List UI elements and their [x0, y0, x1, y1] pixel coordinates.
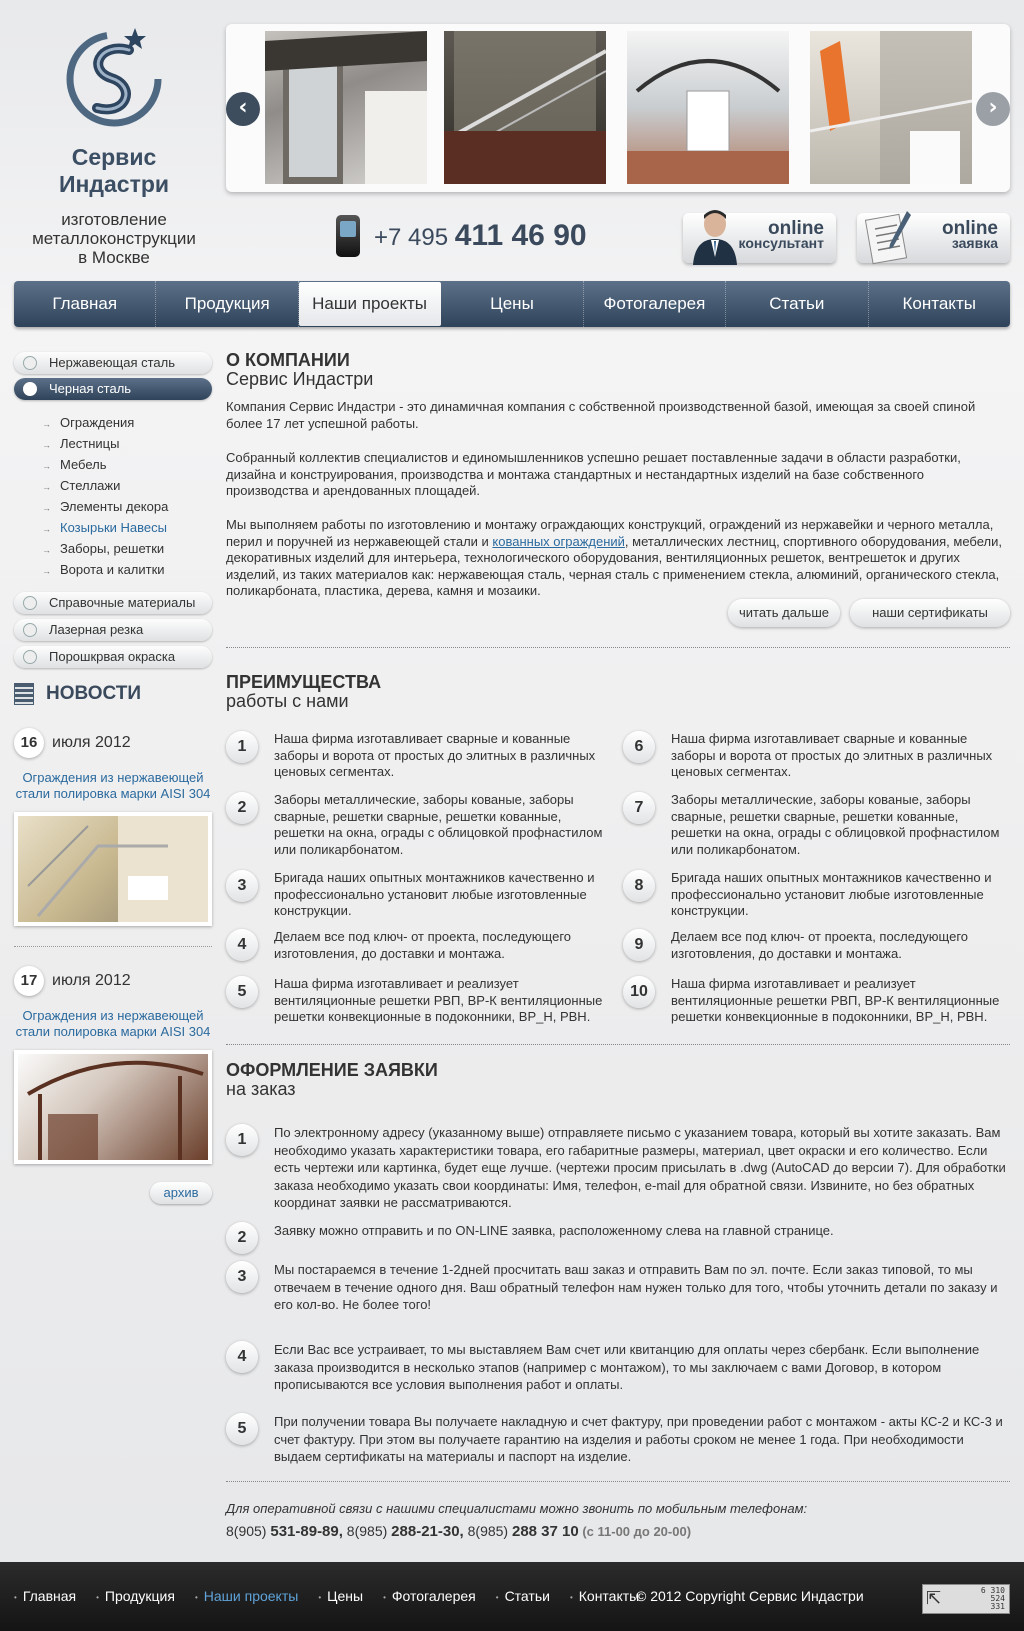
news-item	[14, 728, 212, 926]
sidebar-sub-item[interactable]: → Мебель	[42, 454, 212, 475]
mobile-phone-2[interactable]: 288-21-30,	[391, 1523, 464, 1540]
visit-counter[interactable]: ⇱ 6 310 524 331	[922, 1584, 1010, 1614]
news-image[interactable]	[14, 1050, 212, 1164]
main-nav	[14, 281, 1010, 327]
sidebar-sub-item[interactable]: → Лестницы	[42, 433, 212, 454]
footer-nav-prices[interactable]: • Цены	[318, 1588, 363, 1604]
sidebar-sub-item[interactable]: → Стеллажи	[42, 475, 212, 496]
sidebar-sub-item[interactable]: → Ограждения	[42, 412, 212, 433]
arrow-icon: ⇱	[926, 1588, 942, 1609]
newspaper-icon	[14, 683, 34, 705]
sidebar-sub-item[interactable]: → Элементы декора	[42, 496, 212, 517]
mobile-phone-1[interactable]: 531-89-89,	[270, 1523, 343, 1540]
footer	[0, 1562, 1024, 1631]
sidebar-cat-powder[interactable]: Порошкрвая окраска	[14, 646, 212, 668]
advantage-item: 2 Заборы металлические, заборы кованые, заборы сварные, решетки сварные, решетки кованные, решетки на окна, ограды с облицовкой профнастилом или поликарбонатом.	[226, 792, 611, 858]
nav-home[interactable]: Главная	[14, 281, 156, 327]
slider-image[interactable]	[627, 31, 789, 184]
divider	[226, 1481, 1010, 1482]
nav-contacts[interactable]: Контакты	[902, 294, 976, 313]
footer-nav-contacts[interactable]: • Контакты	[570, 1588, 639, 1604]
advantage-item: 8 Бригада наших опытных монтажников качественно и профессионально установит любые изготовленные конструкции.	[623, 870, 1008, 920]
advantage-item: 9 Делаем все под ключ- от проекта, последующего изготовления, до доставки и монтажа.	[623, 929, 1008, 962]
news-month: июля 2012	[52, 734, 131, 751]
project-slider	[226, 24, 1010, 192]
logo[interactable]	[14, 22, 214, 267]
online-consultant-button[interactable]: online консультант	[683, 213, 836, 263]
nav-projects[interactable]: Наши проекты	[299, 282, 441, 326]
online-order-button[interactable]: online заявка	[857, 213, 1010, 263]
slider-image[interactable]	[810, 31, 972, 184]
divider	[226, 1044, 1010, 1045]
header-phone	[336, 214, 587, 258]
mobile-phone-3[interactable]: 288 37 10	[511, 1523, 579, 1540]
about-paragraph: Мы выполняем работы по изготовлению и монтажу ограждающих конструкций, ограждений из нержавейки и черного металла, перил и поручней из нержавеющей стали и кованных ограждений, металлических лестниц, спортивного оборудования, мебели, декоративных изделий для интерьера, технологического оборудования, вентиляционных решеток, вентрешеток и других изделий, из таких материалов как: нержавеющая сталь, черная сталь с применением стекла, алюминий, органического стекла, поликарбоната, пластика, дерева, камня и мозаики.	[226, 517, 1002, 598]
slider-next-button[interactable]: ›	[976, 92, 1010, 126]
order-step: 5 При получении товара Вы получаете накладную и счет фактуру, при проведении работ с монтажом - акты КС-2 и КС-3 и счет фактуру. При этом вы получаете гарантию на изделия и работы сроком не менее 1 года. При необходимости выдаем сертификаты на материалы и паспорт на изделие.	[226, 1413, 1010, 1466]
news-day: 17	[14, 966, 44, 996]
contact-phones: 8(905) 531-89-89, 8(985) 288-21-30, 8(985) 288 37 10 (с 11-00 до 20-00)	[226, 1523, 692, 1540]
order-step: 2 Заявку можно отправить и по ON-LINE заявка, расположенному слева на главной странице.	[226, 1222, 1010, 1254]
slider-image[interactable]	[265, 31, 427, 184]
divider	[226, 647, 1010, 648]
divider	[14, 946, 212, 947]
forged-fences-link[interactable]: кованных ограждений	[492, 533, 625, 549]
order-step: 1 По электронному адресу (указанному выше) отправляете письмо с указанием товара, который вы хотите заказать. Вам необходимо указать характеристики товара, его габаритные размеры, материал, цвет окраски и его количество. Если есть чертежи или картинка, будет еще лучше. (чертежи просим присылать в .dwg (AutoCAD до версии 7). Для обработки заказа необходимо указать свои координаты: Имя, телефон, e-mail для обратной связи. Извините, но без обратных координат заявки не рассматриваются.	[226, 1124, 1010, 1212]
footer-nav	[14, 1588, 659, 1604]
sidebar-sub-item[interactable]: → Ворота и калитки	[42, 559, 212, 580]
footer-nav-gallery[interactable]: • Фотогалерея	[383, 1588, 476, 1604]
advantage-item: 6 Наша фирма изготавливает сварные и кованные заборы и ворота от простых до элитных в различных ценовых сегментах.	[623, 731, 1008, 781]
advantages-heading: ПРЕИМУЩЕСТВА работы с нами	[226, 672, 382, 711]
sidebar-cat-reference[interactable]: Справочные материалы	[14, 592, 212, 614]
footer-nav-products[interactable]: • Продукция	[96, 1588, 175, 1604]
news-archive-button[interactable]: архив	[150, 1182, 212, 1204]
order-step: 3 Мы постараемся в течение 1-2дней просчитать ваш заказ и отправить Вам по эл. почте. Если заказ типовой, то мы отвечаем в течение одного дня. Ваш обратный телефон нам нужен только для того, чтобы уточнить детали по заказу и его кол-во. Не более того!	[226, 1261, 1010, 1314]
consultant-avatar-icon	[689, 207, 741, 265]
sidebar-cat-stainless[interactable]: Нержавеющая сталь	[14, 352, 212, 374]
nav-products[interactable]: Продукция	[156, 281, 298, 327]
news-title-link[interactable]: Ограждения из нержавеющей стали полировка марки AISI 304	[15, 770, 211, 801]
news-day: 16	[14, 728, 44, 758]
footer-nav-projects[interactable]: • Наши проекты	[195, 1588, 298, 1604]
sidebar	[14, 352, 212, 673]
nav-prices[interactable]: Цены	[441, 281, 583, 327]
news-title-link[interactable]: Ограждения из нержавеющей стали полировка марки AISI 304	[15, 1008, 211, 1039]
footer-nav-articles[interactable]: • Статьи	[496, 1588, 550, 1604]
slider-prev-button[interactable]: ‹	[226, 92, 260, 126]
sidebar-sub-item[interactable]: → Козырьки Навесы	[42, 517, 212, 538]
about-paragraph: Компания Сервис Индастри - это динамичная компания с собственной производственной базой, имеющая за своей спиной более 17 лет успешной работы.	[226, 399, 976, 431]
order-form-icon	[863, 207, 915, 265]
advantage-item: 3 Бригада наших опытных монтажников качественно и профессионально установит любые изготовленные конструкции.	[226, 870, 611, 920]
about-heading: О КОМПАНИИ Сервис Индастри	[226, 350, 374, 389]
about-paragraph: Собранный коллектив специалистов и единомышленников успешно решает поставленные задачи в области разработки, дизайна и конструирования, производства и монтажа стандартных и нестандартных изделий на базе собственного производства и арендованных площадей.	[226, 450, 961, 498]
bullet-icon	[23, 650, 37, 664]
bullet-icon	[23, 596, 37, 610]
advantage-item: 7 Заборы металлические, заборы кованые, заборы сварные, решетки сварные, решетки кованные, решетки на окна, ограды с облицовкой профнастилом или поликарбонатом.	[623, 792, 1008, 858]
tagline: изготовление металлоконструкции в Москве	[32, 210, 196, 267]
news-month: июля 2012	[52, 972, 131, 989]
bullet-icon	[23, 623, 37, 637]
copyright: © 2012 Copyright Сервис Индастри	[636, 1588, 864, 1604]
order-heading: ОФОРМЛЕНИЕ ЗАЯВКИ на заказ	[226, 1060, 438, 1099]
bullet-icon	[23, 382, 37, 396]
order-step: 4 Если Вас все устраивает, то мы выставляем Вам счет или квитанцию для оплаты через сбербанк. Если выполнение заказа производится в несколько этапов (например с монтажом), то мы заключаем с вами Договор, в котором прописываются все условия выполнения работ и оплаты.	[226, 1341, 1010, 1394]
mobile-phone-icon	[336, 215, 360, 257]
news-heading: НОВОСТИ	[14, 683, 141, 705]
slider-image[interactable]	[444, 31, 606, 184]
brand-name: Сервис Индастри	[58, 144, 170, 197]
news-image[interactable]	[14, 812, 212, 926]
sidebar-sub-list	[14, 404, 212, 586]
nav-gallery[interactable]: Фотогалерея	[584, 281, 726, 327]
footer-nav-home[interactable]: • Главная	[14, 1588, 76, 1604]
nav-articles[interactable]: Статьи	[726, 281, 868, 327]
contact-note: Для оперативной связи с нашими специалистами можно звонить по мобильным телефонам:	[226, 1501, 808, 1516]
sidebar-sub-item[interactable]: → Заборы, решетки	[42, 538, 212, 559]
read-more-button[interactable]: читать дальше	[728, 599, 840, 627]
certificates-button[interactable]: наши сертификаты	[850, 599, 1010, 627]
sidebar-cat-black-steel[interactable]: Черная сталь	[14, 378, 212, 400]
sidebar-cat-laser[interactable]: Лазерная резка	[14, 619, 212, 641]
advantage-item: 4 Делаем все под ключ- от проекта, последующего изготовления, до доставки и монтажа.	[226, 929, 611, 962]
advantage-item: 5 Наша фирма изготавливает и реализует вентиляционные решетки РВП, ВР-К вентиляционные решетки конвекционные в подоконники, ВР_Н, РВН.	[226, 976, 611, 1026]
phone-number[interactable]: +7 495 411 46 90	[374, 219, 587, 252]
advantage-item: 1 Наша фирма изготавливает сварные и кованные заборы и ворота от простых до элитных в различных ценовых сегментах.	[226, 731, 611, 781]
news-item	[14, 966, 212, 1164]
logo-emblem-icon	[59, 22, 169, 132]
bullet-icon	[23, 356, 37, 370]
advantage-item: 10 Наша фирма изготавливает и реализует вентиляционные решетки РВП, ВР-К вентиляционные решетки конвекционные в подоконники, ВР_Н, РВН.	[623, 976, 1008, 1026]
working-hours: (с 11-00 до 20-00)	[578, 1524, 692, 1539]
